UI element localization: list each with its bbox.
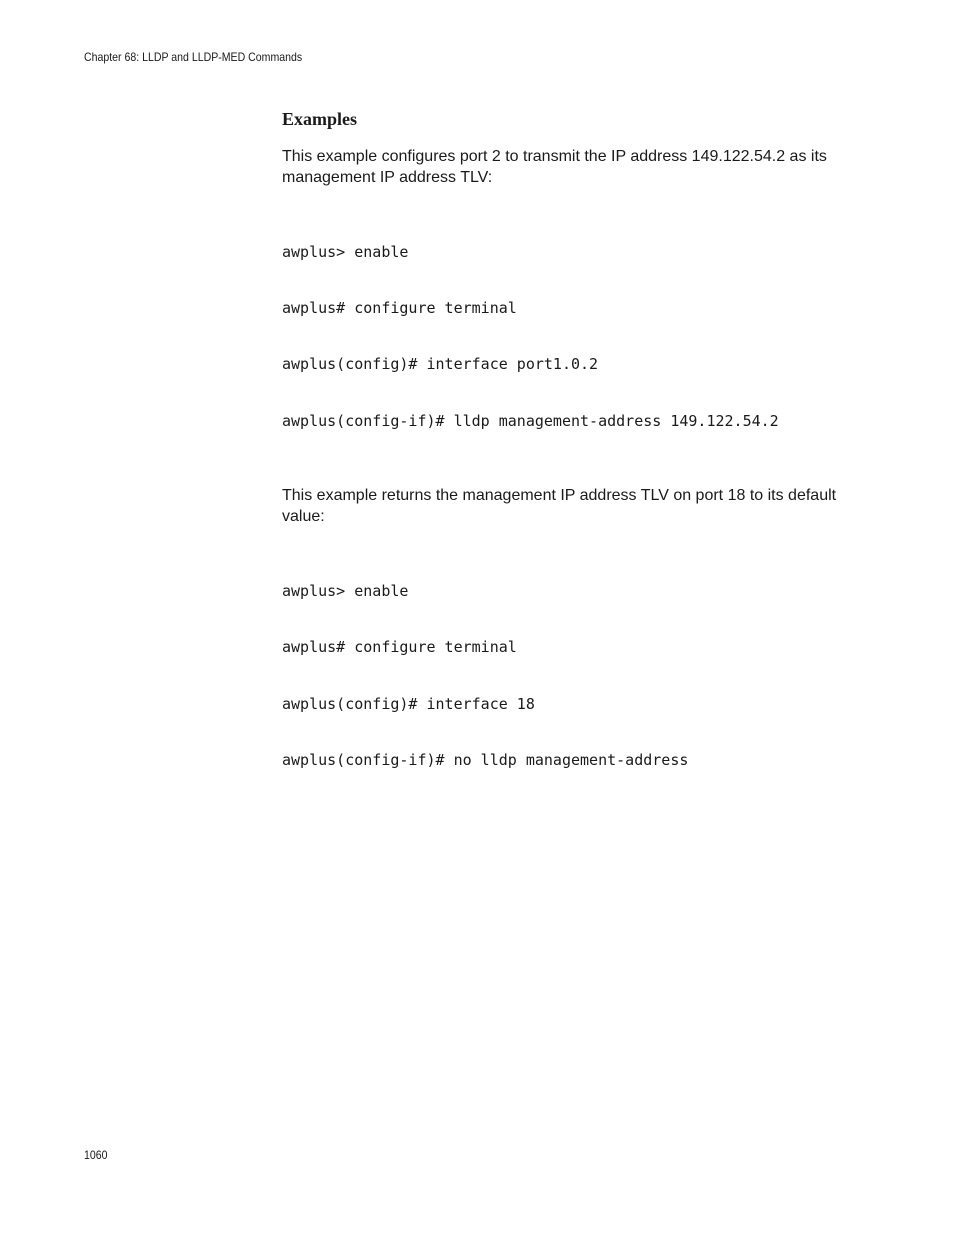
examples-section: [282, 108, 862, 807]
page-number: 1060: [84, 1148, 108, 1162]
code-line: awplus# configure terminal: [282, 638, 517, 657]
example-description-1: This example configures port 2 to transmit the IP address 149.122.54.2 as its management IP address TLV:: [282, 148, 827, 186]
code-line: awplus(config)# interface 18: [282, 694, 535, 713]
code-line: awplus(config-if)# no lldp management-address: [282, 750, 689, 769]
code-line: awplus# configure terminal: [282, 298, 517, 317]
section-heading: Examples: [282, 109, 358, 129]
code-line: awplus(config-if)# lldp management-address 149.122.54.2: [282, 411, 779, 430]
code-line: awplus(config)# interface port1.0.2: [282, 355, 599, 374]
chapter-header: Chapter 68: LLDP and LLDP-MED Commands: [84, 50, 303, 64]
example-description-2: This example returns the management IP address TLV on port 18 to its default value:: [282, 487, 837, 526]
code-line: awplus> enable: [282, 242, 409, 261]
code-example-1: [282, 205, 862, 468]
code-line: awplus> enable: [282, 581, 409, 600]
code-example-2: [282, 544, 862, 807]
